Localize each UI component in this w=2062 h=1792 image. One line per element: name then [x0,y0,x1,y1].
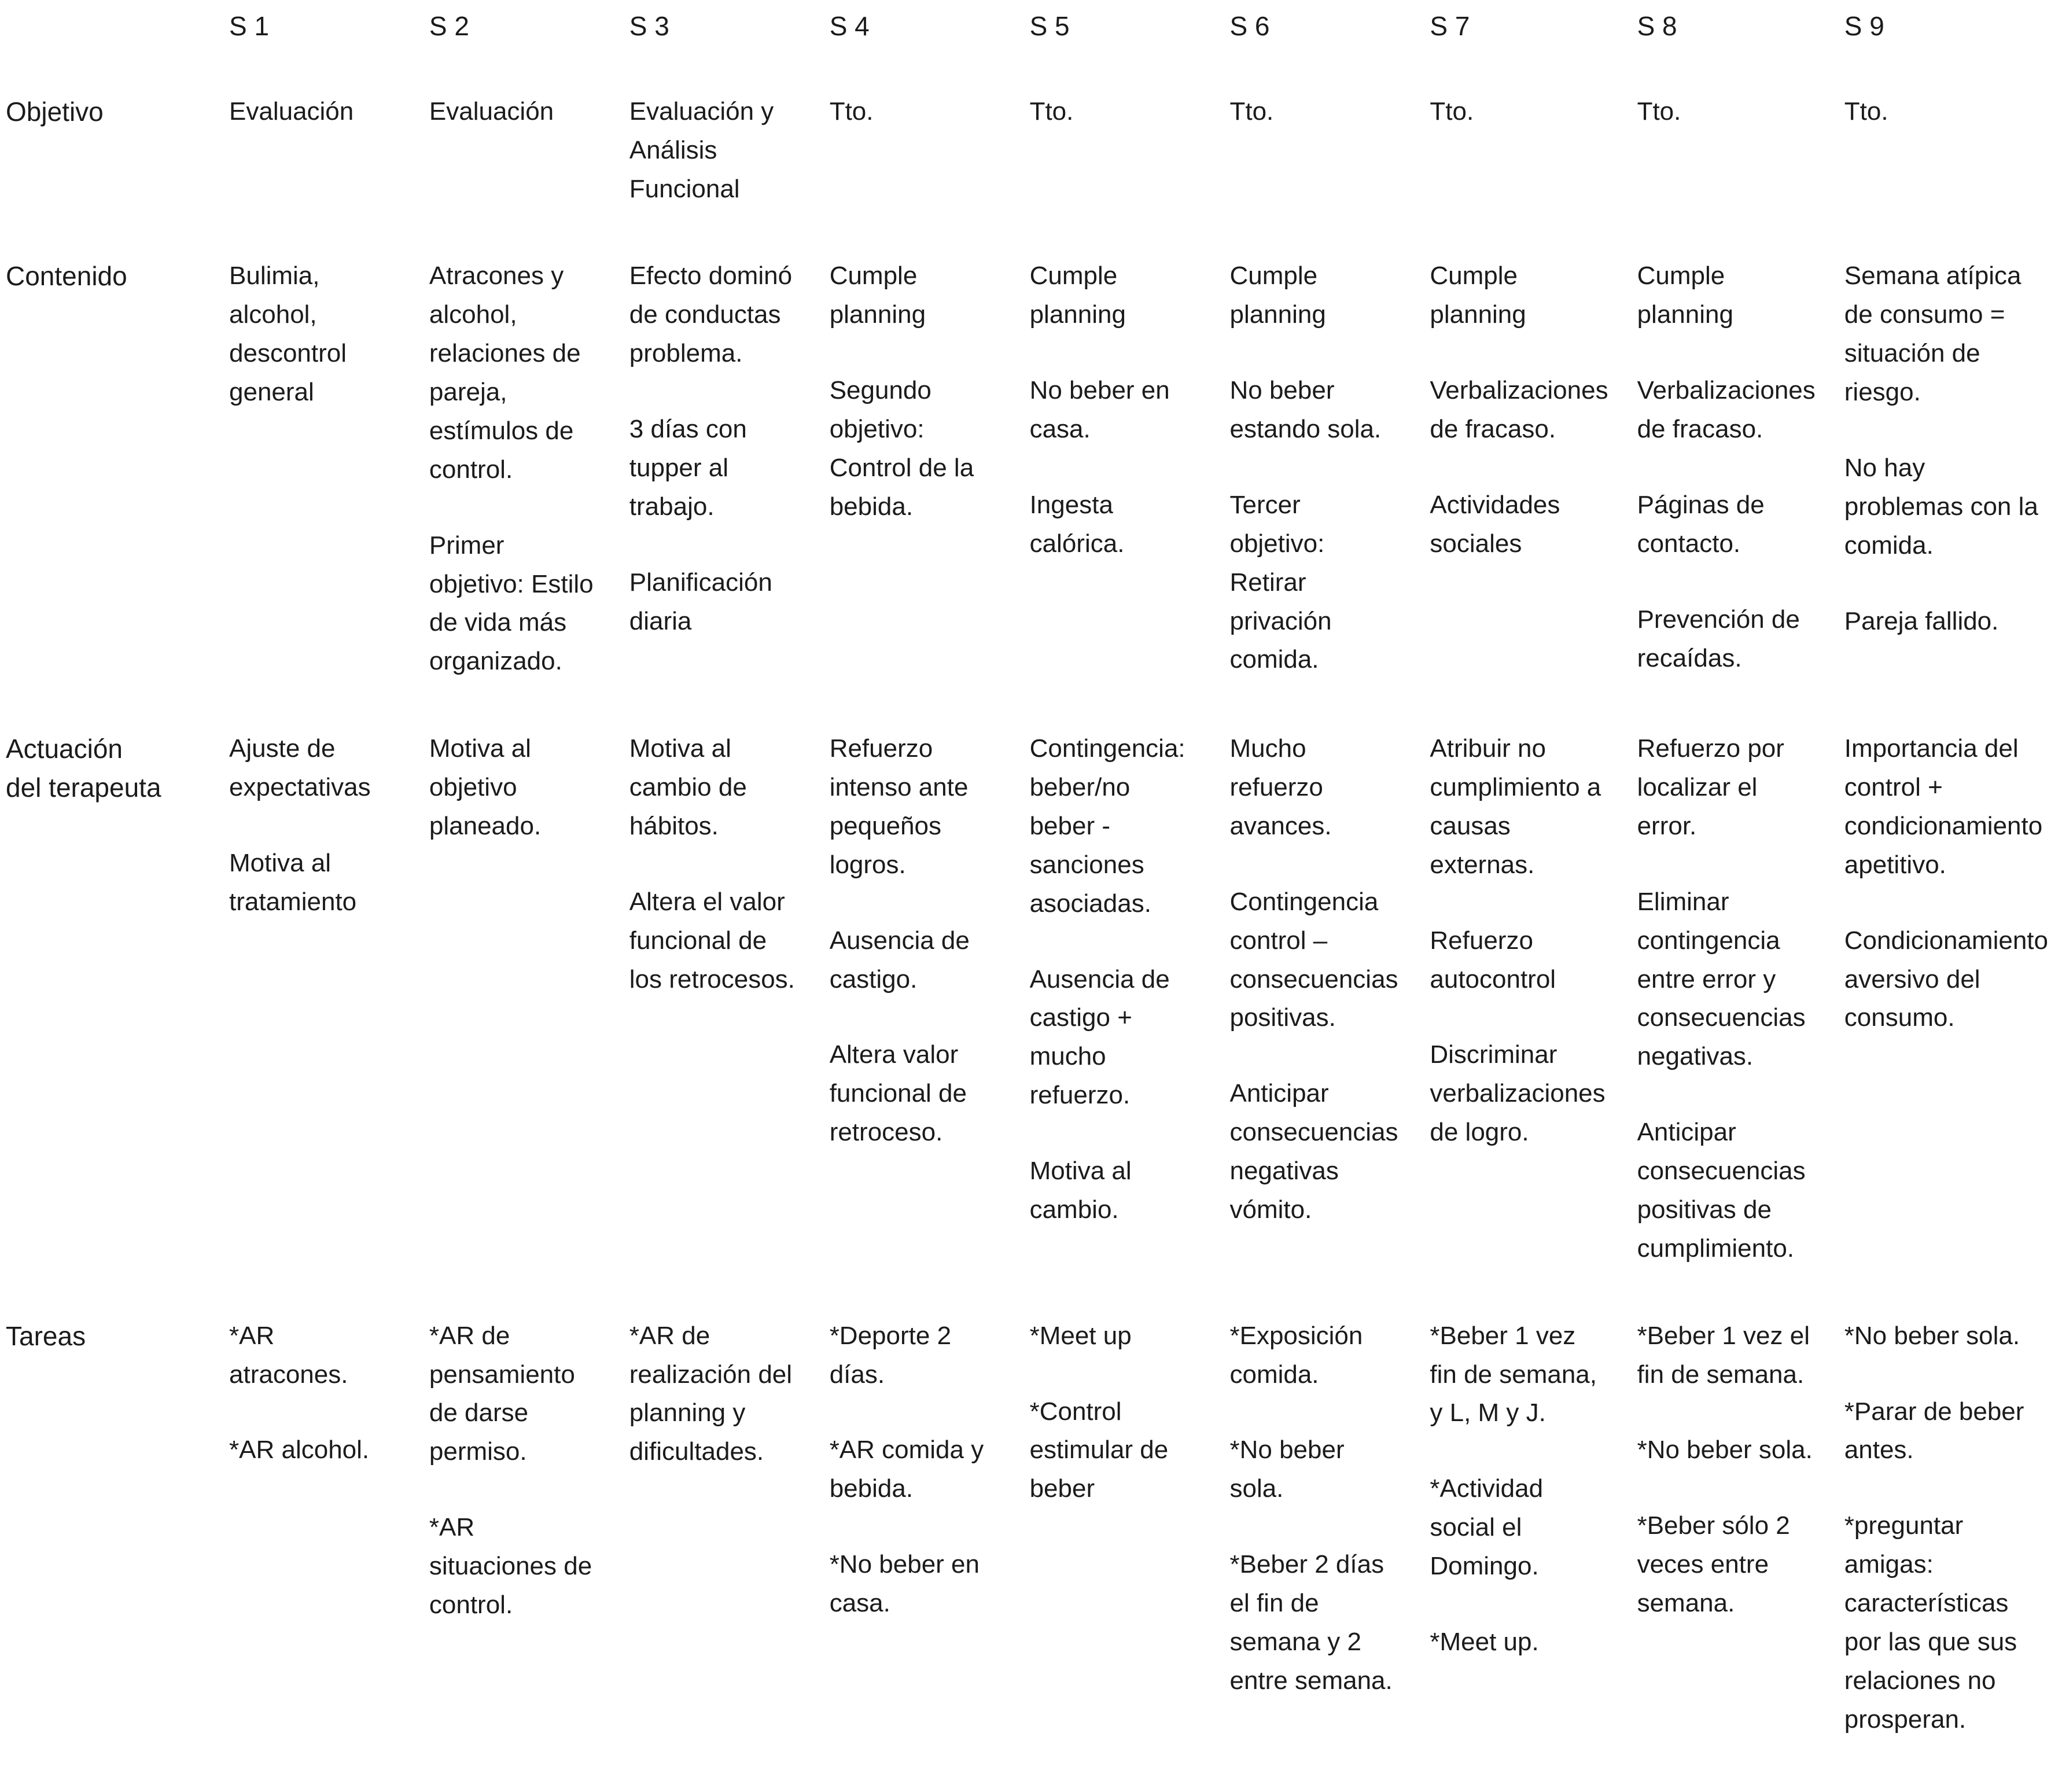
cell-paragraph: Semana atípica de consumo = situación de riesgo. [1844,262,2022,407]
cell-paragraph: Prevención de recaídas. [1637,605,1800,672]
cell-paragraph: Páginas de contacto. [1637,490,1765,558]
table-cell [1430,93,1608,131]
cell-paragraph: *preguntar amigas: características por las que sus relaciones no prosperan. [1844,1511,2017,1734]
cell-paragraph: Actividades sociales [1430,490,1560,558]
cell-paragraph: Importancia del control + condicionamiento apetitivo. [1844,734,2043,879]
table-cell [1637,257,1816,678]
cell-paragraph: Efecto dominó de conductas problema. [629,262,793,368]
cell-paragraph: Evaluación y Análisis Funcional [629,97,774,203]
cell-paragraph: *Meet up [1029,1321,1132,1350]
cell-paragraph: Tto. [1844,97,1888,126]
cell-paragraph: *AR atracones. [229,1321,348,1389]
cell-paragraph: Altera valor funcional de retroceso. [829,1040,967,1147]
table-cell [1844,93,2048,131]
cell-paragraph: Verbalizaciones de fracaso. [1637,376,1816,444]
cell-paragraph: Tto. [1229,97,1274,126]
cell-paragraph: *Actividad social el Domingo. [1430,1474,1544,1581]
cell-paragraph: Bulimia, alcohol, descontrol general [229,262,347,407]
cell-paragraph: *AR de realización del planning y dificultades. [629,1321,793,1466]
cell-paragraph: Altera el valor funcional de los retrocesos. [629,887,795,993]
cell-paragraph: 3 días con tupper al trabajo. [629,415,747,521]
cell-paragraph: Evaluación [429,97,554,126]
column-header: S 3 [629,11,669,41]
column-header: S 7 [1430,11,1470,41]
cell-paragraph: *Deporte 2 días. [829,1321,952,1389]
cell-paragraph: *Control estimular de beber [1029,1397,1169,1503]
cell-paragraph: *AR comida y bebida. [829,1436,984,1503]
table-cell [629,730,801,999]
column-header: S 2 [429,11,469,41]
cell-paragraph: No hay problemas con la comida. [1844,453,2038,560]
cell-paragraph: Anticipar consecuencias negativas vómito. [1229,1079,1398,1224]
cell-paragraph: *No beber sola. [1637,1436,1813,1464]
session-table [6,9,2048,1739]
cell-paragraph: *No beber en casa. [829,1550,980,1618]
table-cell [1637,730,1816,1268]
table-cell [1229,93,1401,131]
cell-paragraph: Refuerzo autocontrol [1430,926,1556,993]
cell-paragraph: Ajuste de expectativas [229,734,371,802]
table-cell [1430,730,1608,1152]
table-cell [830,93,1001,131]
cell-paragraph: Anticipar consecuencias positivas de cumplimiento. [1637,1118,1806,1263]
table-cell [1430,257,1608,563]
column-header: S 4 [829,11,870,41]
cell-paragraph: Ausencia de castigo. [829,926,970,993]
cell-paragraph: Cumple planning [829,262,926,329]
cell-paragraph: Motiva al objetivo planeado. [429,734,542,840]
cell-paragraph: *Beber 1 vez fin de semana, y L, M y J. [1430,1321,1597,1427]
cell-paragraph: Mucho refuerzo avances. [1229,734,1332,840]
cell-paragraph: *Meet up. [1430,1627,1539,1656]
cell-paragraph: Eliminar contingencia entre error y consecuencias negativas. [1637,887,1806,1071]
table-cell [229,257,400,412]
cell-paragraph: Discriminar verbalizaciones de logro. [1430,1040,1606,1147]
cell-paragraph: Contingencia: beber/no beber - sanciones asociadas. [1029,734,1185,918]
table-cell [1229,730,1401,1230]
cell-paragraph: Primer objetivo: Estilo de vida más organizado. [429,531,594,676]
column-header: S 1 [229,11,270,41]
table-cell [1030,257,1201,563]
table-cell [629,93,801,209]
table-cell [429,93,601,131]
column-header: S 9 [1844,11,1884,41]
cell-paragraph: Cumple planning [1029,262,1126,329]
table-cell [1229,257,1401,679]
cell-paragraph: *AR alcohol. [229,1436,370,1464]
cell-paragraph: Pareja fallido. [1844,606,1999,635]
cell-paragraph: Ingesta calórica. [1029,490,1125,558]
table-cell [229,93,400,131]
row-label: Actuación del terapeuta [6,734,161,803]
cell-paragraph: *Exposición comida. [1229,1321,1363,1389]
cell-paragraph: Condicionamiento aversivo del consumo. [1844,926,2048,1032]
cell-paragraph: No beber en casa. [1029,376,1170,444]
table-cell [229,730,400,922]
table-cell [1844,257,2048,641]
cell-paragraph: *Beber sólo 2 veces entre semana. [1637,1511,1790,1618]
cell-paragraph: Refuerzo por localizar el error. [1637,734,1784,840]
cell-paragraph: Tercer objetivo: Retirar privación comida. [1229,490,1332,674]
row-label: Contenido [6,261,127,292]
cell-paragraph: *Beber 2 días el fin de semana y 2 entre semana. [1229,1550,1393,1695]
column-header: S 5 [1029,11,1070,41]
row-label: Tareas [6,1320,86,1351]
table-cell [429,730,601,846]
cell-paragraph: Motiva al tratamiento [229,848,357,916]
table-cell [1430,1317,1608,1662]
cell-paragraph: *No beber sola. [1844,1321,2020,1350]
cell-paragraph: Atracones y alcohol, relaciones de pareja, estímulos de control. [429,262,581,484]
table-cell [1637,1317,1816,1623]
cell-paragraph: Segundo objetivo: Control de la bebida. [829,376,974,521]
cell-paragraph: Evaluación [229,97,354,126]
cell-paragraph: *AR de pensamiento de darse permiso. [429,1321,575,1466]
table-cell [1844,730,2048,1037]
table-cell [1030,730,1201,1230]
cell-paragraph: Refuerzo intenso ante pequeños logros. [829,734,969,879]
cell-paragraph: Tto. [1029,97,1074,126]
cell-paragraph: Motiva al cambio. [1029,1157,1132,1224]
table-cell [1030,93,1201,131]
cell-paragraph: Tto. [1637,97,1681,126]
table-cell [1844,1317,2048,1739]
cell-paragraph: Motiva al cambio de hábitos. [629,734,747,840]
table-cell [1637,93,1816,131]
table-cell [629,257,801,641]
cell-paragraph: Cumple planning [1430,262,1526,329]
cell-paragraph: *Beber 1 vez el fin de semana. [1637,1321,1810,1389]
cell-paragraph: Verbalizaciones de fracaso. [1430,376,1608,444]
cell-paragraph: Atribuir no cumplimiento a causas externas. [1430,734,1601,879]
table-cell [1229,1317,1401,1701]
cell-paragraph: Contingencia control – consecuencias positivas. [1229,887,1398,1032]
cell-paragraph: Ausencia de castigo + mucho refuerzo. [1029,965,1170,1110]
cell-paragraph: Cumple planning [1637,262,1733,329]
table-cell [229,1317,400,1470]
cell-paragraph: Tto. [1430,97,1474,126]
cell-paragraph: *AR situaciones de control. [429,1513,592,1619]
cell-paragraph: *No beber sola. [1229,1436,1345,1503]
cell-paragraph: *Parar de beber antes. [1844,1397,2024,1464]
table-cell [830,730,1001,1152]
cell-paragraph: Planificación diaria [629,568,772,635]
table-cell [1030,1317,1201,1509]
column-header: S 6 [1229,11,1270,41]
table-cell [429,1317,601,1625]
table-cell [629,1317,801,1472]
cell-paragraph: Cumple planning [1229,262,1326,329]
cell-paragraph: Tto. [829,97,874,126]
table-cell [830,257,1001,526]
cell-paragraph: No beber estando sola. [1229,376,1382,444]
table-cell [429,257,601,681]
row-label: Objetivo [6,96,104,127]
column-header: S 8 [1637,11,1677,41]
table-cell [830,1317,1001,1623]
